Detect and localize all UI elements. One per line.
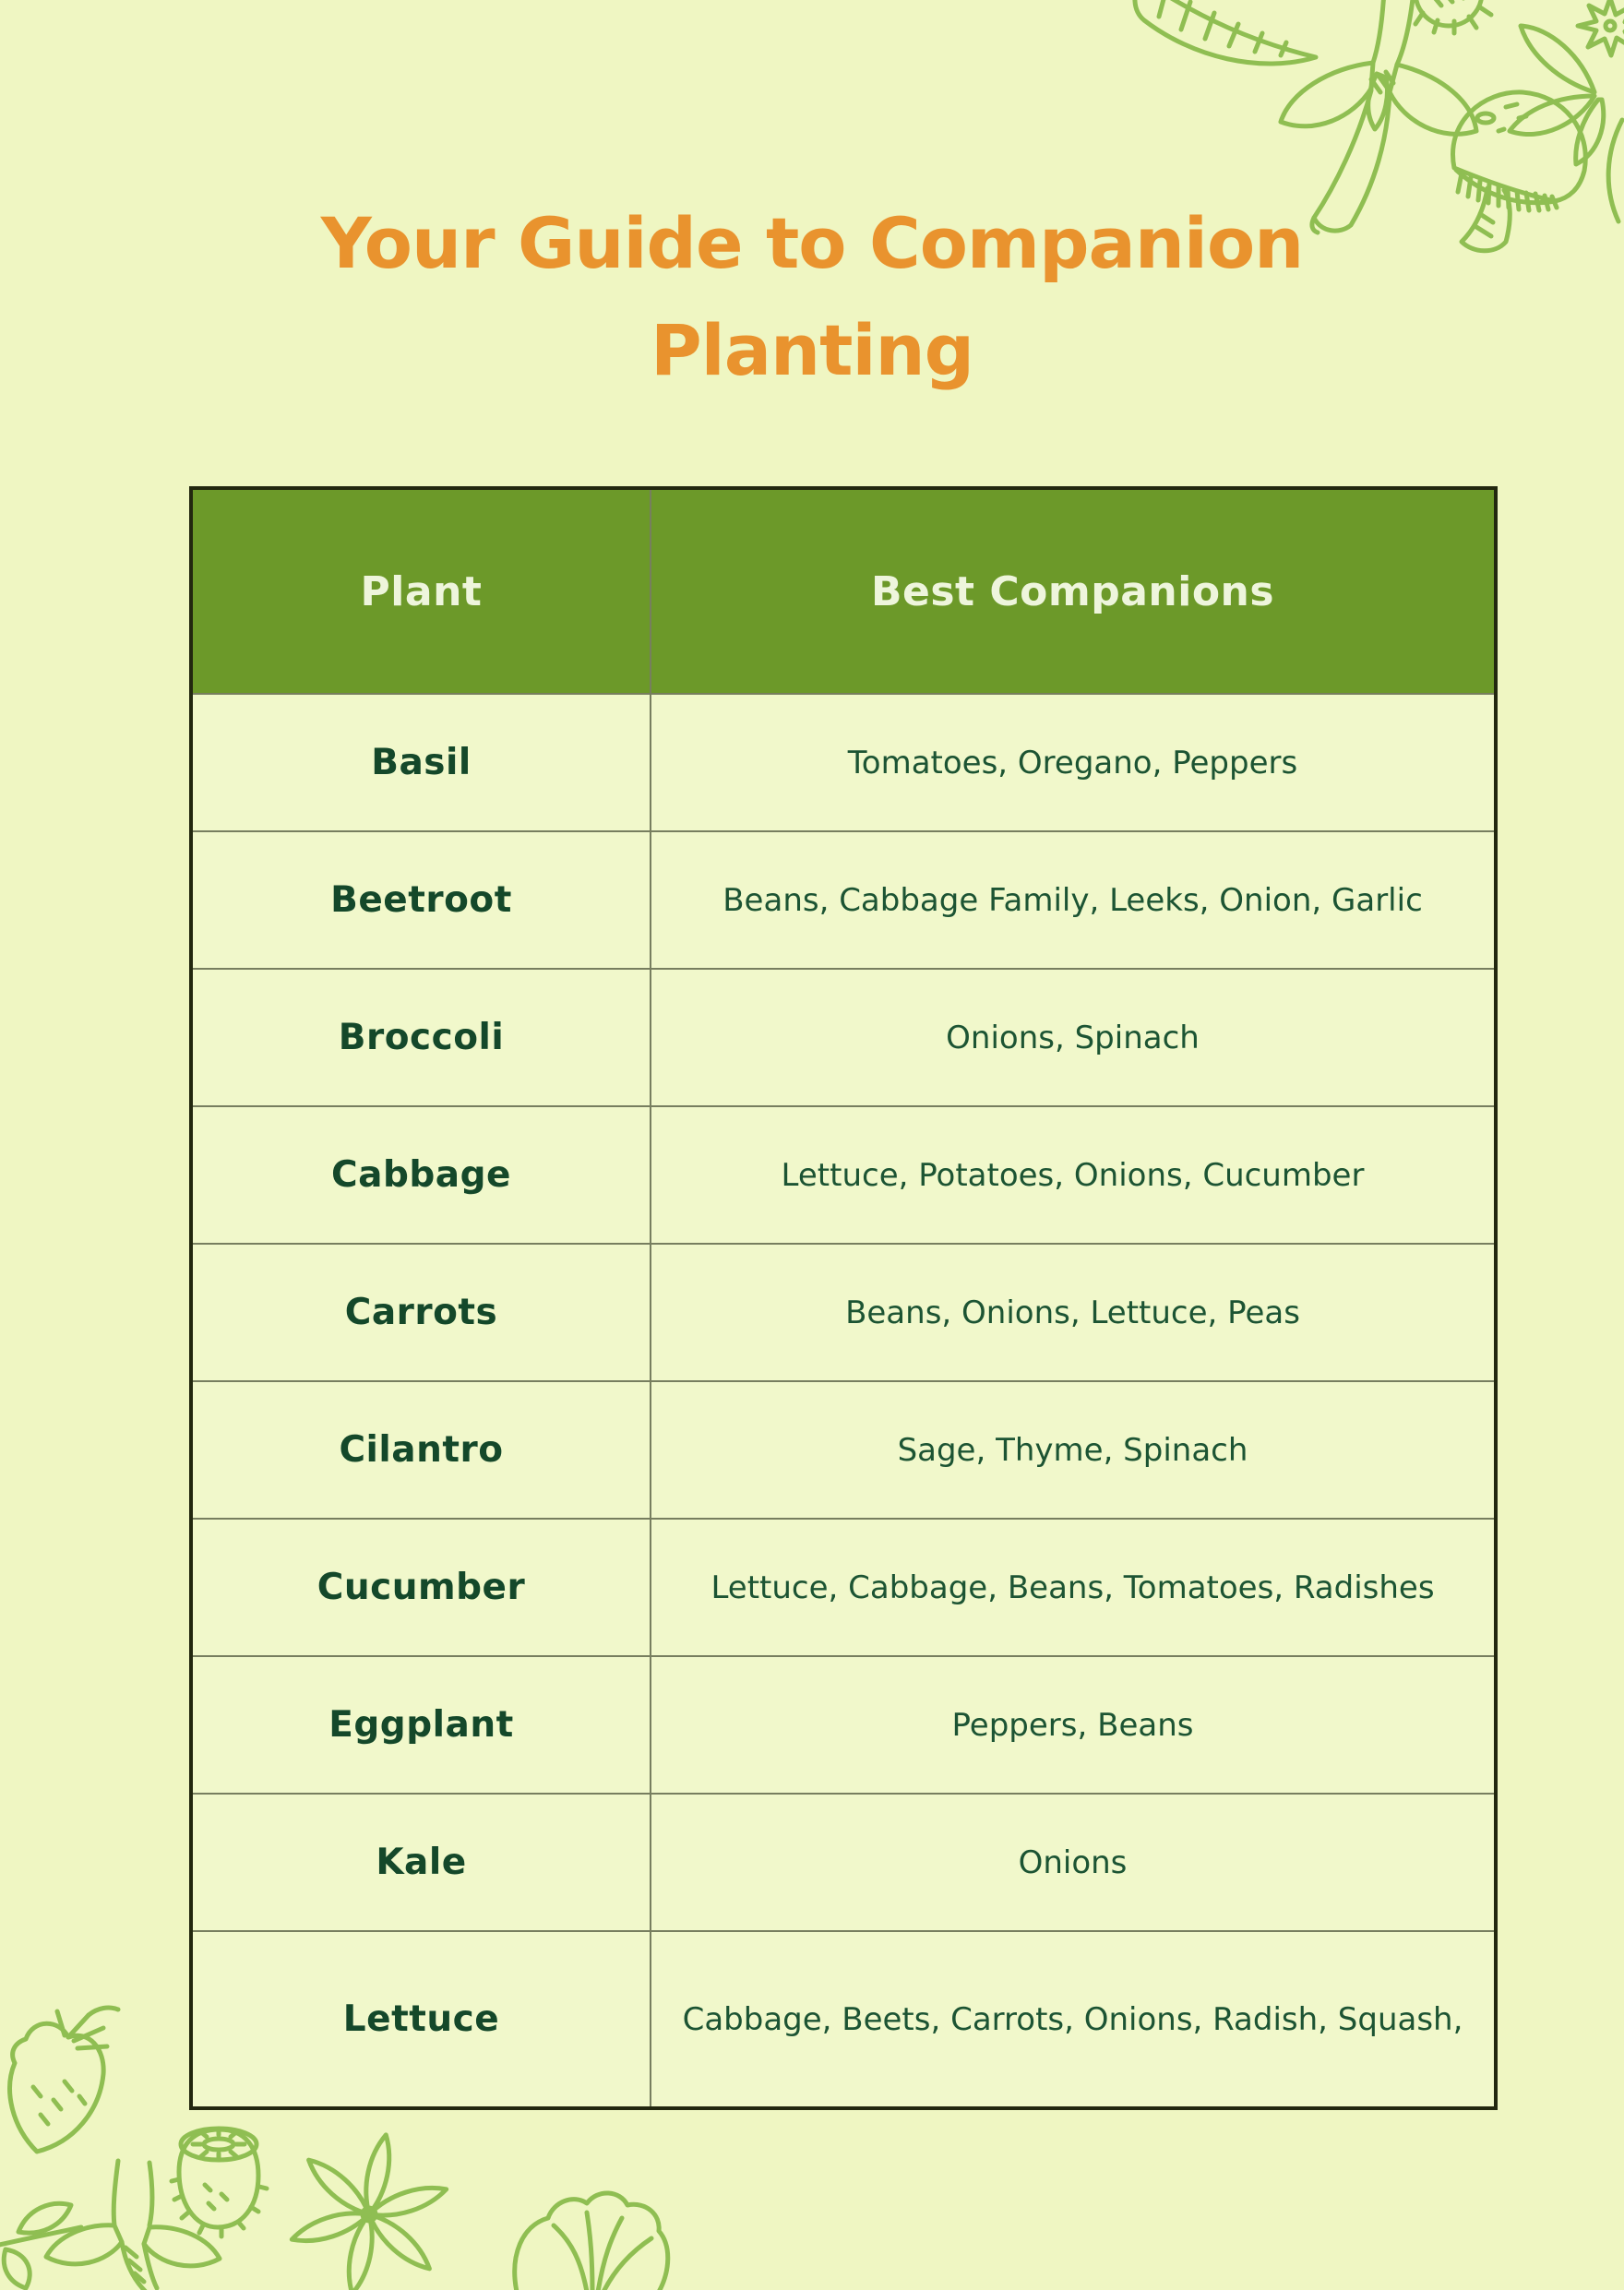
table-header-row: [191, 488, 1496, 694]
table-row: [191, 831, 1496, 969]
plant-cell: Lettuce: [191, 1931, 651, 2108]
table-row: [191, 1656, 1496, 1794]
companions-cell: Peppers, Beans: [651, 1656, 1496, 1794]
companions-cell: Onions: [651, 1794, 1496, 1931]
strawberry-icon: [10, 2008, 118, 2152]
chestnut-icon: [1415, 0, 1491, 33]
page-title: [0, 190, 1624, 403]
flower-leaf-icon: [1510, 0, 1624, 221]
table-row: [191, 1244, 1496, 1381]
companions-cell: Cabbage, Beets, Carrots, Onions, Radish, Squash,: [651, 1931, 1496, 2108]
lettuce-icon: [515, 2193, 668, 2290]
plant-cell: Beetroot: [191, 831, 651, 969]
branch-leaf-icon: [0, 2203, 81, 2288]
companions-cell: Beans, Onions, Lettuce, Peas: [651, 1244, 1496, 1381]
plant-cell: Eggplant: [191, 1656, 651, 1794]
plant-cell: Broccoli: [191, 969, 651, 1106]
leaf-icon: [1135, 0, 1316, 64]
companions-cell: Beans, Cabbage Family, Leeks, Onion, Garlic: [651, 831, 1496, 969]
table-row: [191, 969, 1496, 1106]
companions-cell: Tomatoes, Oregano, Peppers: [651, 694, 1496, 831]
title-line-2: Planting: [650, 308, 974, 391]
title-line-1: Your Guide to Companion: [320, 202, 1304, 284]
companion-table: [189, 486, 1498, 2110]
table-row: [191, 1931, 1496, 2108]
plant-cell: Basil: [191, 694, 651, 831]
table-row: [191, 1519, 1496, 1656]
table-body: [191, 694, 1496, 2108]
companions-cell: Lettuce, Cabbage, Beans, Tomatoes, Radishes: [651, 1519, 1496, 1656]
companions-cell: Onions, Spinach: [651, 969, 1496, 1106]
table-row: [191, 694, 1496, 831]
table-row: [191, 1794, 1496, 1931]
banana-icon: [46, 2161, 220, 2290]
header-best-companions: Best Companions: [651, 488, 1496, 694]
plant-cell: Cabbage: [191, 1106, 651, 1244]
table-row: [191, 1106, 1496, 1244]
plant-cell: Carrots: [191, 1244, 651, 1381]
companions-cell: Lettuce, Potatoes, Onions, Cucumber: [651, 1106, 1496, 1244]
header-plant: Plant: [191, 488, 651, 694]
plant-cell: Cilantro: [191, 1381, 651, 1519]
companions-cell: Sage, Thyme, Spinach: [651, 1381, 1496, 1519]
table-row: [191, 1381, 1496, 1519]
plant-cell: Kale: [191, 1794, 651, 1931]
kiwi-icon: [172, 2129, 267, 2236]
plant-cell: Cucumber: [191, 1519, 651, 1656]
star-flower-icon: [279, 2119, 460, 2290]
